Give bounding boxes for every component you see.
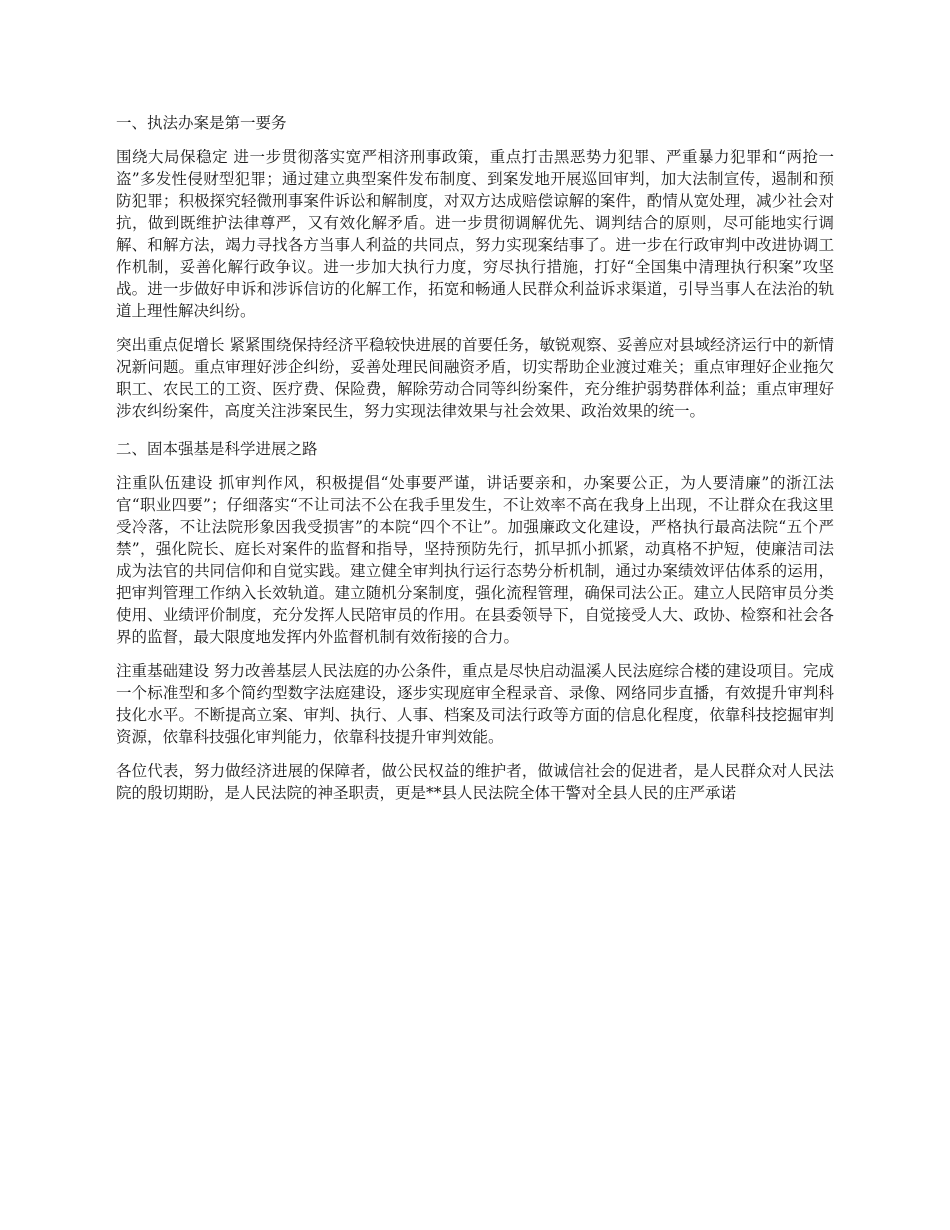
paragraph-team-building: 注重队伍建设 抓审判作风，积极提倡“处事要严谨，讲话要亲和，办案要公正，为人要清廉”的浙江法官“职业四要”；仔细落实“不让司法不公在我手里发生，不让效率不高在我身上出现，不让群众在我这里受冷落，不让法院形象因我受损害”的本院“四个不让”。加强廉政文化建设，严格执行最高法院“五个严禁”，强化院长、庭长对案件的监督和指导，坚持预防先行，抓早抓小抓紧，动真格不护短，使廉洁司法成为法官的共同信仰和自觉实践。建立健全审判执行运行态势分析机制，通过办案绩效评估体系的运用，把审判管理工作纳入长效轨道。建立随机分案制度，强化流程管理，确保司法公正。建立人民陪审员分类使用、业绩评价制度，充分发挥人民陪审员的作用。在县委领导下，自觉接受人大、政协、检察和社会各界的监督，最大限度地发挥内外监督机制有效衔接的合力。: [116, 474, 834, 646]
paragraph-infrastructure: 注重基础建设 努力改善基层人民法庭的办公条件，重点是尽快启动温溪人民法庭综合楼的建设项目。完成一个标准型和多个简约型数字法庭建设，逐步实现庭审全程录音、录像、网络同步直播，有效提升审判科技化水平。不断提高立案、审判、执行、人事、档案及司法行政等方面的信息化程度，依靠科技挖掘审判资源，依靠科技强化审判能力，依靠科技提升审判效能。: [116, 662, 834, 746]
section-heading-1: 一、执法办案是第一要务: [116, 114, 287, 132]
paragraph-closing: 各位代表，努力做经济进展的保障者，做公民权益的维护者，做诚信社会的促进者，是人民群众对人民法院的殷切期盼，是人民法院的神圣职责，更是**县人民法院全体干警对全县人民的庄严承诺: [116, 762, 834, 802]
section-heading-2: 二、固本强基是科学进展之路: [116, 440, 318, 458]
paragraph-promote-growth: 突出重点促增长 紧紧围绕保持经济平稳较快进展的首要任务，敏锐观察、妥善应对县域经济运行中的新情况新问题。重点审理好涉企纠纷，妥善处理民间融资矛盾，切实帮助企业渡过难关；重点审理好企业拖欠职工、农民工的工资、医疗费、保险费，解除劳动合同等纠纷案件，充分维护弱势群体利益；重点审理好涉农纠纷案件，高度关注涉案民生，努力实现法律效果与社会效果、政治效果的统一。: [116, 336, 834, 420]
document-page: [116, 110, 834, 816]
paragraph-law-enforcement: 围绕大局保稳定 进一步贯彻落实宽严相济刑事政策，重点打击黑恶势力犯罪、严重暴力犯罪和“两抢一盗”多发性侵财型犯罪；通过建立典型案件发布制度、到案发地开展巡回审判，加大法制宣传，遏制和预防犯罪；积极探究轻微刑事案件诉讼和解制度，对双方达成赔偿谅解的案件，酌情从宽处理，减少社会对抗，做到既维护法律尊严，又有效化解矛盾。进一步贯彻调解优先、调判结合的原则，尽可能地实行调解、和解方法，竭力寻找各方当事人利益的共同点，努力实现案结事了。进一步在行政审判中改进协调工作机制，妥善化解行政争议。进一步加大执行力度，穷尽执行措施，打好“全国集中清理执行积案”攻坚战。进一步做好申诉和涉诉信访的化解工作，拓宽和畅通人民群众利益诉求渠道，引导当事人在法治的轨道上理性解决纠纷。: [116, 148, 834, 320]
